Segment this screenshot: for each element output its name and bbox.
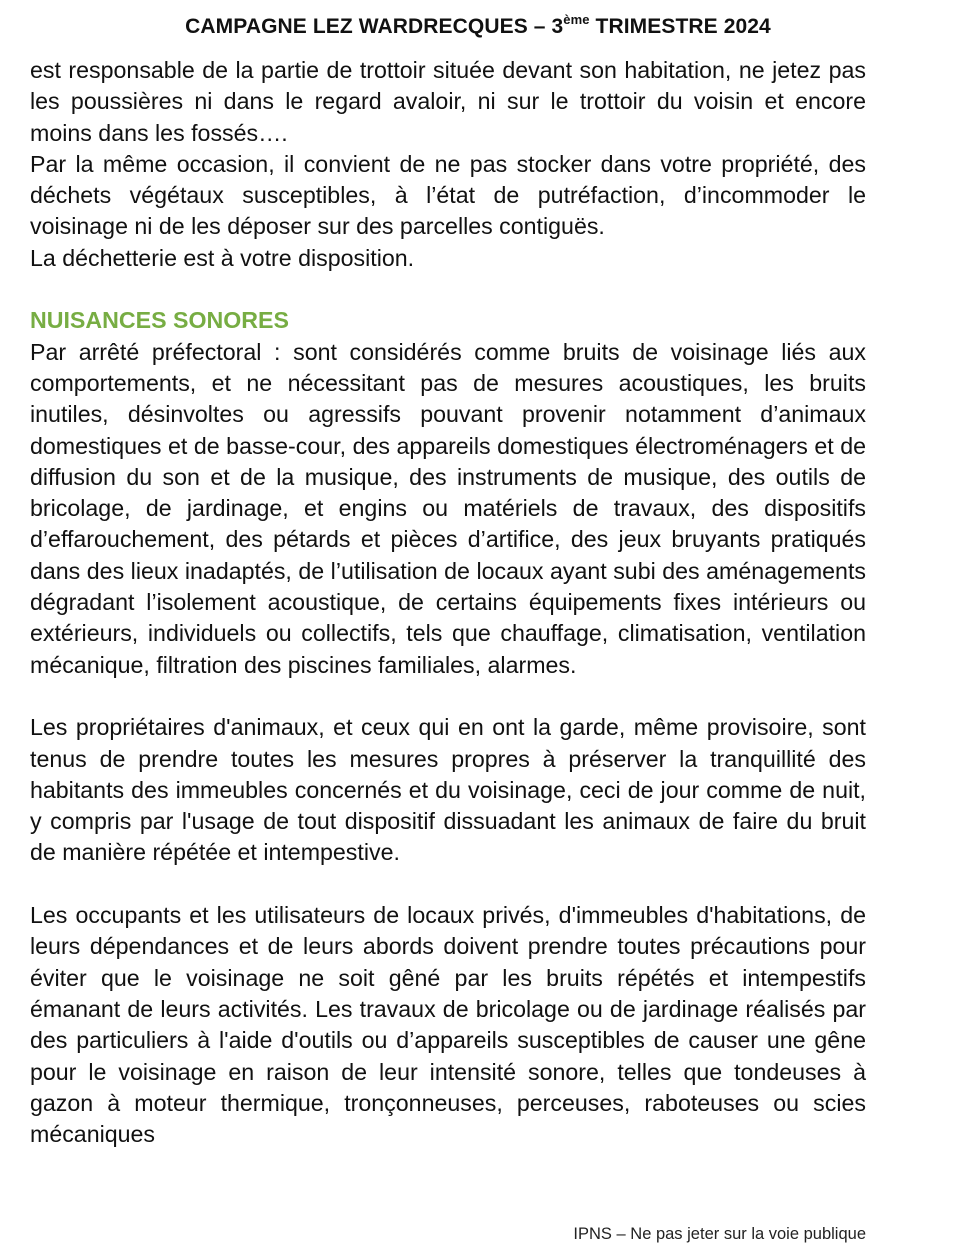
page-footer: IPNS – Ne pas jeter sur la voie publique <box>573 1225 866 1243</box>
section-title-nuisances-sonores: NUISANCES SONORES <box>30 307 289 334</box>
paragraph-spacer <box>30 274 866 305</box>
page-header <box>0 13 956 41</box>
intro-paragraph-1: est responsable de la partie de trottoir située devant son habitation, ne jetez pas les poussières ni dans le regard avaloir, ni sur le trottoir du voisin et encore moins dans les fossés…. <box>30 57 866 146</box>
noise-paragraph-3: Les occupants et les utilisateurs de locaux privés, d'immeubles d'habitations, de leurs dépendances et de leurs abords doivent prendre toutes précautions pour éviter que le voisinage ne soit gêné par les bruits répétés et intempestifs émanant de leurs activités. Les travaux de bricolage ou de jardinage réalisés par des particuliers à l'aide d'outils ou d’appareils susceptibles de causer une gêne pour le voisinage en raison de leur intensité sonore, telles que tondeuses à gazon à moteur thermique, tronçonneuses, perceuses, raboteuses ou scies mécaniques <box>30 902 866 1148</box>
noise-paragraph-1: Par arrêté préfectoral : sont considérés comme bruits de voisinage liés aux comportements, et ne nécessitant pas de mesures acoustiques, les bruits inutiles, désinvoltes ou agressifs pouvant provenir notamment d’animaux domestiques et de basse-cour, des appareils domestiques électroménagers et de diffusion du son et de la musique, des instruments de musique, des outils de bricolage, de jardinage, et engins ou matériels de travaux, des dispositifs d’effarouchement, des pétards et pièces d’artifice, des jeux bruyants pratiqués dans des lieux inadaptés, de l’utilisation de locaux ayant subi des aménagements dégradant l’isolement acoustique, de certains équipements fixes intérieurs ou extérieurs, individuels ou collectifs, tels que chauffage, climatisation, ventilation mécanique, filtration des piscines familiales, alarmes. <box>30 338 866 678</box>
noise-paragraph-2: Les propriétaires d'animaux, et ceux qui en ont la garde, même provisoire, sont tenus de prendre toutes les mesures propres à préserver la tranquillité des habitants des immeubles concernés et du voisinage, ceci de jour comme de nuit, y compris par l'usage de tout dispositif dissuadant les animaux de faire du bruit de manière répétée et intempestive. <box>30 714 866 866</box>
paragraph-spacer <box>30 681 866 712</box>
intro-paragraph-3: La déchetterie est à votre disposition. <box>30 244 415 271</box>
header-title-part2: TRIMESTRE 2024 <box>589 15 771 38</box>
intro-paragraph-2: Par la même occasion, il convient de ne pas stocker dans votre propriété, des déchets végétaux susceptibles, à l’état de putréfaction, d’incommoder le voisinage ni de les déposer sur des parcelles contiguës. <box>30 150 866 240</box>
document-body <box>30 55 866 1150</box>
header-title-part1: CAMPAGNE LEZ WARDRECQUES – 3 <box>185 15 564 38</box>
paragraph-spacer <box>30 869 866 900</box>
header-title-superscript: ème <box>563 12 590 27</box>
